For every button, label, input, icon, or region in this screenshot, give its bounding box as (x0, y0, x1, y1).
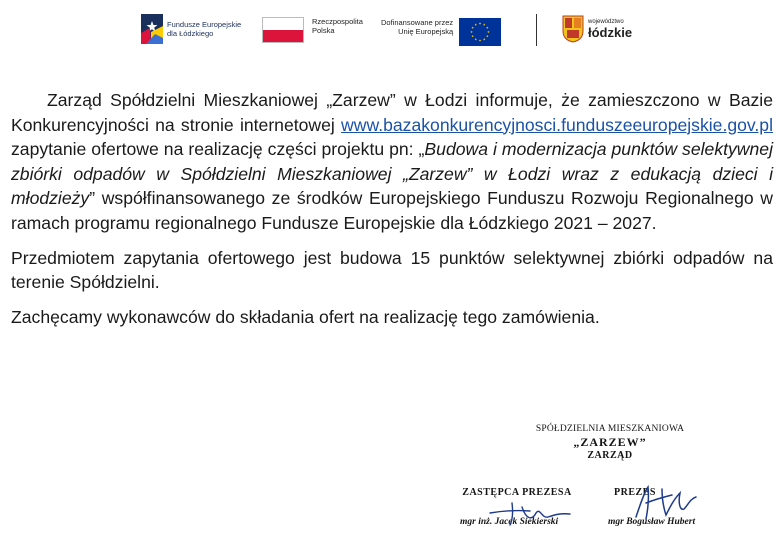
paragraph-invitation: Zachęcamy wykonawców do składania ofert na realizację tego zamówienia. (11, 306, 600, 327)
poland-flag-icon (262, 17, 304, 43)
president-title: PREZES (614, 487, 656, 498)
logo-fundusze-europejskie (141, 14, 241, 44)
logo-bar (0, 0, 783, 60)
logo-wojewodztwo-lodzkie (562, 15, 632, 43)
logo-rzeczpospolita-polska (262, 17, 363, 43)
stamp-org-line3: ZARZĄD (587, 450, 633, 461)
vice-president-title: ZASTĘPCA PREZESA (462, 487, 572, 498)
rp-logo-line1: Rzeczpospolita (312, 17, 363, 26)
stamp-org-line2: „ZARZEW” (573, 435, 647, 449)
p1-text-b: zapytanie ofertowe na realizację części projektu pn: „ (11, 139, 425, 160)
vice-president-signature-icon (482, 497, 582, 527)
announcement-body (11, 88, 773, 329)
ue-logo-line1: Dofinansowane przez (381, 18, 454, 27)
vice-president-name: mgr inż. Jacek Siekierski (460, 517, 559, 527)
rp-logo-line2: Polska (312, 26, 335, 35)
eu-flag-icon (459, 18, 501, 46)
coat-of-arms-icon (562, 15, 584, 43)
lodz-logo-line2: łódzkie (588, 24, 633, 40)
president-name: mgr Bogusław Hubert (608, 517, 696, 527)
p1-text-a: Zarząd Spółdzielni Mieszkaniowej „Zarzew” w Łodzi informuje, że zamieszczono w Bazie Konkurencyjności na stronie internetowej (11, 90, 773, 135)
logo-divider (536, 14, 537, 46)
logo-unia-europejska (381, 18, 501, 46)
baza-konkurencyjnosci-link[interactable]: www.bazakonkurencyjnosci.funduszeeuropejskie.gov.pl (341, 114, 773, 135)
fundusze-europejskie-icon (141, 14, 163, 44)
paragraph-announcement (11, 88, 773, 236)
fe-logo-line2: dla Łódzkiego (167, 29, 214, 38)
project-title: Budowa i modernizacja punktów selektywnej zbiórki odpadów w Spółdzielni Mieszkaniowej „Zarzew” w Łodzi wraz z edukacją dzieci i młodzieży (11, 139, 773, 209)
ue-logo-line2: Unię Europejską (398, 27, 454, 36)
stamp-org-line1: SPÓŁDZIELNIA MIESZKANIOWA (535, 424, 685, 434)
lodz-logo-line1: województwo (588, 18, 624, 25)
president-signature-icon (626, 479, 706, 525)
p1-text-c: ” współfinansowanego ze środków Europejskiego Funduszu Rozwoju Regionalnego w ramach programu regionalnego Fundusze Europejskie dla Łódzkiego 2021 – 2027. (11, 188, 773, 233)
president-stamp (598, 487, 728, 532)
organization-stamp (490, 423, 730, 462)
vice-president-stamp (442, 487, 592, 532)
fe-logo-line1: Fundusze Europejskie (167, 20, 242, 29)
paragraph-subject: Przedmiotem zapytania ofertowego jest budowa 15 punktów selektywnej zbiórki odpadów na terenie Spółdzielni. (11, 247, 773, 293)
